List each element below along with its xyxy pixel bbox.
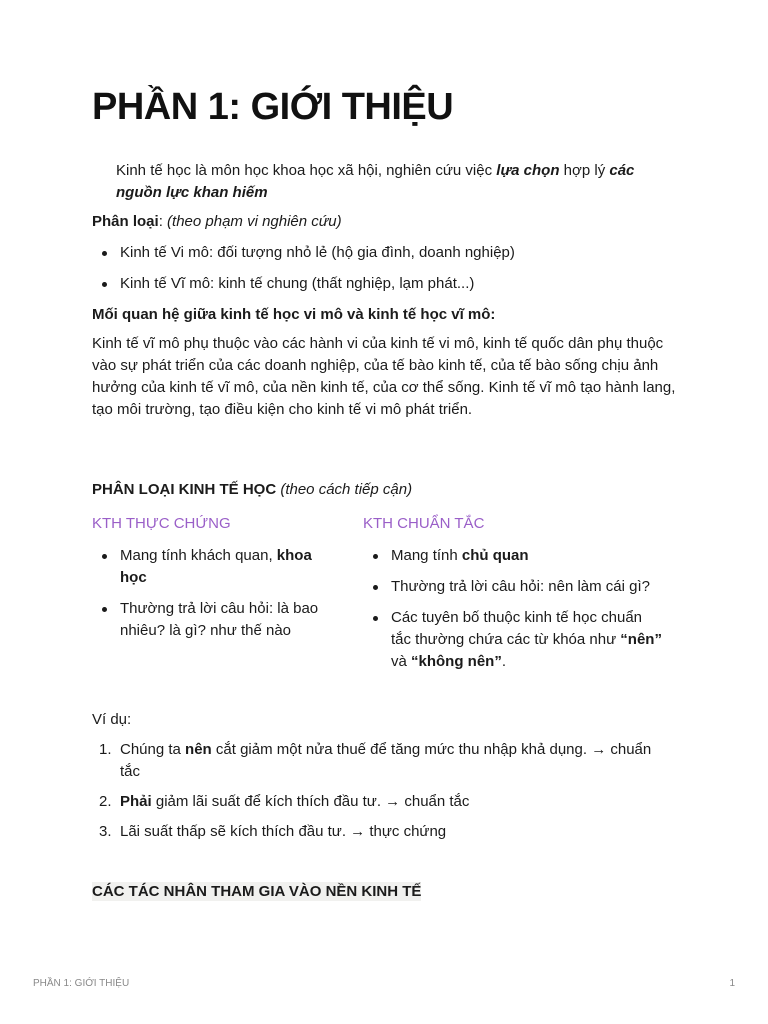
- page-number: 1: [729, 978, 735, 989]
- intro-text-2: hợp lý: [559, 162, 610, 179]
- intro-quote: [116, 160, 676, 204]
- relation-heading-text: Mối quan hệ giữa kinh tế học vi mô và kinh tế học vĩ mô:: [92, 306, 496, 323]
- intro-emphasis-1: lựa chọn: [496, 162, 560, 179]
- example-text: Lãi suất thấp sẽ kích thích đầu tư. → thực chứng: [120, 823, 447, 840]
- example-number: 3.: [99, 823, 112, 840]
- positive-item-1-bold: khoa học: [120, 547, 312, 586]
- normative-economics-list: [363, 545, 663, 682]
- example-bold: nên: [185, 741, 212, 758]
- positive-economics-list: [92, 545, 337, 651]
- approach-note: (theo cách tiếp cận): [276, 481, 413, 498]
- footer-title: PHẦN 1: GIỚI THIỆU: [33, 978, 130, 989]
- list-item: Kinh tế Vi mô: đối tượng nhỏ lẻ (hộ gia đình, doanh nghiệp): [92, 242, 682, 264]
- participants-heading-text: CÁC TÁC NHÂN THAM GIA VÀO NỀN KINH TẾ: [92, 883, 422, 900]
- normative-item-3-mid: và: [391, 653, 412, 670]
- list-item: [363, 545, 663, 567]
- example-number: 1.: [99, 741, 112, 758]
- examples-list: [92, 739, 672, 851]
- normative-economics-title: KTH CHUẨN TẮC: [363, 515, 485, 532]
- classification-line: [92, 211, 682, 233]
- list-item: [92, 791, 672, 813]
- normative-item-3-end: .: [501, 653, 507, 670]
- list-item: [363, 607, 663, 673]
- approach-heading-text: PHÂN LOẠI KINH TẾ HỌC: [92, 481, 277, 498]
- list-item: Thường trả lời câu hỏi: nên làm cái gì?: [363, 576, 663, 598]
- list-item: [92, 739, 672, 783]
- list-item: Kinh tế Vĩ mô: kinh tế chung (thất nghiệp, lạm phát...): [92, 273, 682, 295]
- relation-body: Kinh tế vĩ mô phụ thuộc vào các hành vi của kinh tế vi mô, kinh tế quốc dân phụ thuộc vào sự phát triển của các doanh nghiệp, của tế bào kinh tế, của tế bào sống chịu ảnh hưởng của kinh tế vĩ mô, của nền kinh tế, của cơ thể sống. Kinh tế vĩ mô tạo hành lang, tạo môi trường, tạo điều kiện cho kinh tế vi mô phát triển.: [92, 335, 676, 418]
- examples-label: Ví dụ:: [92, 711, 132, 728]
- list-item: Thường trả lời câu hỏi: là bao nhiêu? là gì? như thế nào: [92, 598, 337, 642]
- example-bold: Phải: [120, 793, 152, 810]
- normative-item-3-bold-2: “không nên”: [411, 653, 502, 670]
- normative-item-1-bold: chủ quan: [461, 547, 529, 564]
- classification-note: (theo phạm vi nghiên cứu): [167, 213, 342, 230]
- approach-heading: [92, 479, 682, 501]
- positive-economics-title: KTH THỰC CHỨNG: [92, 515, 231, 532]
- relation-heading: [92, 304, 682, 326]
- participants-heading: [92, 881, 682, 903]
- normative-item-3-bold-1: “nên”: [620, 631, 662, 648]
- positive-item-1-text: Mang tính khách quan,: [120, 547, 277, 564]
- normative-item-1-text: Mang tính: [391, 547, 462, 564]
- list-item: [92, 821, 672, 843]
- example-text: giảm lãi suất để kích thích đầu tư. → chuẩn tắc: [151, 793, 470, 810]
- page-title: PHẦN 1: GIỚI THIỆU: [92, 86, 454, 128]
- example-text: Chúng ta: [120, 741, 186, 758]
- classification-label: Phân loại: [92, 213, 159, 230]
- intro-emphasis-2: các nguồn lực khan hiếm: [116, 162, 635, 201]
- list-item: [92, 545, 337, 589]
- classification-colon: :: [158, 213, 168, 230]
- intro-text-1: Kinh tế học là môn học khoa học xã hội, nghiên cứu việc: [116, 162, 497, 179]
- example-number: 2.: [99, 793, 112, 810]
- classification-list: [92, 242, 682, 304]
- normative-item-3-text: Các tuyên bố thuộc kinh tế học chuẩn tắc thường chứa các từ khóa như: [391, 609, 643, 648]
- example-text: cắt giảm một nửa thuế để tăng mức thu nhập khả dụng. → chuẩn tắc: [120, 741, 652, 780]
